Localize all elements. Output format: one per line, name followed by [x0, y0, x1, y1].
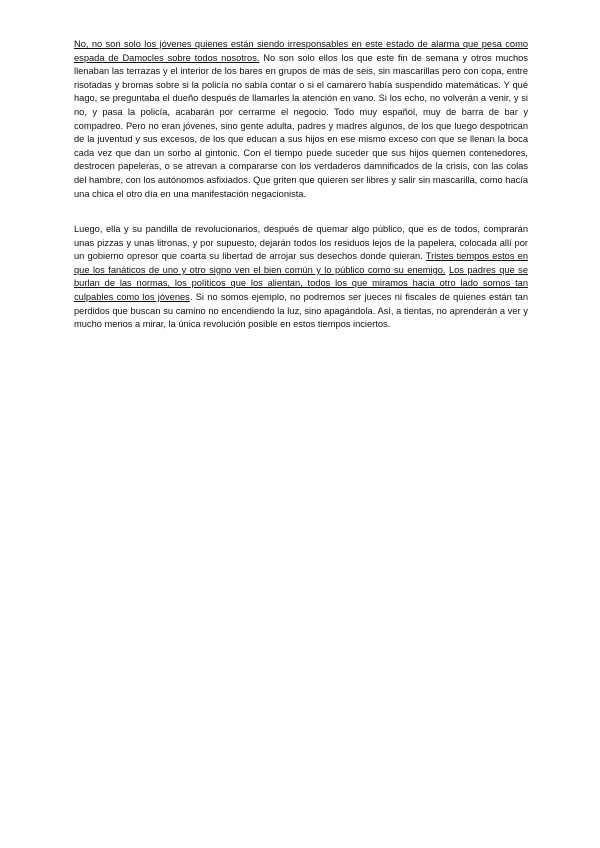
paragraph-2 — [74, 223, 528, 332]
paragraph-2-segment-1: Luego, ella y su pandilla de revolucionarios, después de quemar algo público, que es de todos, comprarán unas pizzas y unas litronas, y por supuesto, dejarán todos los residuos lejos de la papelera, colocada allí por un gobierno opresor que coarta su libertad de arrojar sus desechos donde quieran. — [74, 224, 528, 262]
paragraph-1 — [74, 38, 528, 201]
paragraph-2-underlined-segment-4: Los padres que se burlan de las normas, los políticos que los alientan, todos los que miramos hacia otro lado somos tan culpables como los jóvenes — [74, 264, 528, 302]
paragraph-1-segment-2: No son solo ellos los que este fin de semana y otros muchos llenaban las terrazas y el interior de los bares en grupos de más de seis, sin mascarillas pero con copa, entre risotadas y bromas sobre si la policía no sabía contar o si el camarero había suspendido matemáticas. Y qué hago, se preguntaba el dueño después de llamarles la atención en vano. Si los echo, no volverán a venir, y si no, y pasa la policía, acabarán por cerrarme el negocio. Todo muy español, muy de barra de bar y compadreo. Pero no eran jóvenes, sino gente adulta, padres y madres algunos, de los que luego despotrican de la juventud y sus excesos, de los que educan a sus hijos en ese mismo exceso con que se llenan la boca cada vez que dan un sorbo al gintonic. Con el tiempo puede suceder que sus hijos quemen contenedores, destrocen papeleras, o se atrevan a compararse con los verdaderos damnificados de la crisis, con las colas del hambre, con los autónomos asfixiados. Que griten que quieren ser libres y salir sin mascarilla, como hacía una chica el otro día en una manifestación negacionista. — [74, 52, 528, 199]
paragraph-1-underlined-segment-1: No, no son solo los jóvenes quienes están siendo irresponsables en este estado de alarma que pesa como espada de Damocles sobre todos nosotros. — [74, 39, 528, 63]
paragraph-2-underlined-segment-2: Tristes tiempos estos en que los fanáticos de uno y otro signo ven el bien común y lo público como su enemigo. — [74, 251, 528, 275]
paragraph-2-segment-5: . Si no somos ejemplo, no podremos ser jueces ni fiscales de quienes están tan perdidos que buscan su camino no encendiendo la luz, sino apagándola. Así, a tientas, no aprenderán a ver y mucho menos a mirar, la única revolución posible en estos tiempos inciertos. — [74, 291, 528, 330]
